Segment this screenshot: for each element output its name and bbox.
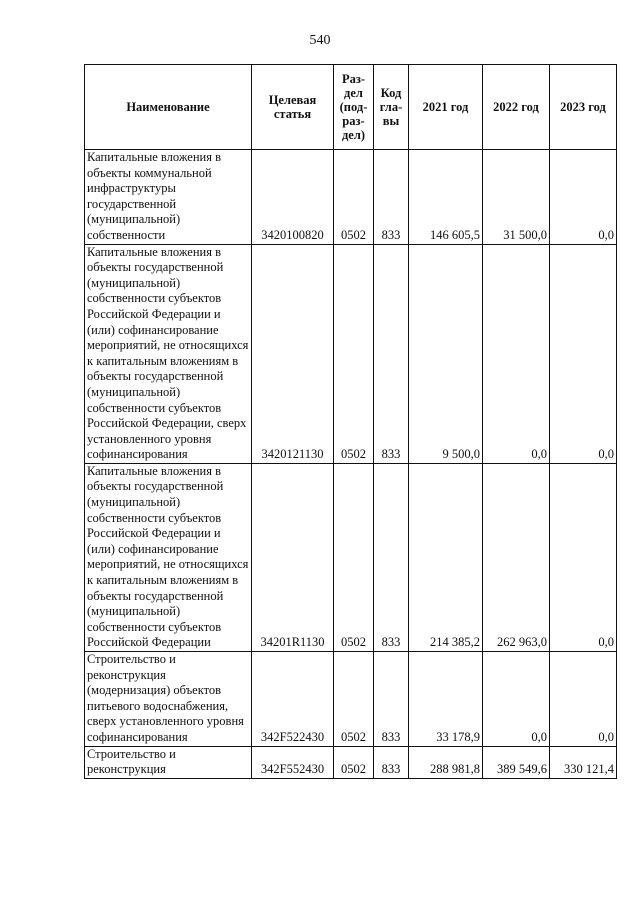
header-year-2022: 2022 год	[483, 65, 550, 150]
table-row	[85, 652, 617, 747]
row-chapter: 833	[374, 652, 409, 747]
row-chapter: 833	[374, 463, 409, 651]
row-section: 0502	[334, 746, 374, 778]
table-row	[85, 150, 617, 245]
page-number: 540	[309, 33, 331, 48]
row-amount-2022: 0,0	[483, 244, 550, 463]
row-amount-2023: 0,0	[550, 150, 617, 245]
row-chapter: 833	[374, 244, 409, 463]
row-amount-2022: 389 549,6	[483, 746, 550, 778]
row-name: Капитальные вложения в объекты государственной (муниципальной) собственности субъектов Российской Федерации и (или) софинансирование мероприятий, не относящихся к капитальным вложениям в объекты государственной (муниципальной) собственности субъектов Российской Федерации	[85, 463, 252, 651]
row-chapter: 833	[374, 746, 409, 778]
row-chapter: 833	[374, 150, 409, 245]
row-amount-2021: 146 605,5	[409, 150, 483, 245]
row-amount-2022: 0,0	[483, 652, 550, 747]
table-row	[85, 746, 617, 778]
header-section: Раз- дел (под- раз- дел)	[334, 65, 374, 150]
row-target-code: 342F552430	[252, 746, 334, 778]
row-target-code: 3420121130	[252, 244, 334, 463]
header-target-article: Целевая статья	[252, 65, 334, 150]
row-amount-2023: 0,0	[550, 244, 617, 463]
row-amount-2022: 31 500,0	[483, 150, 550, 245]
row-amount-2023: 0,0	[550, 463, 617, 651]
row-name: Строительство и реконструкция	[85, 746, 252, 778]
row-amount-2021: 214 385,2	[409, 463, 483, 651]
row-amount-2021: 288 981,8	[409, 746, 483, 778]
row-target-code: 3420100820	[252, 150, 334, 245]
row-target-code: 342F522430	[252, 652, 334, 747]
header-row	[85, 65, 617, 150]
row-section: 0502	[334, 652, 374, 747]
row-amount-2021: 9 500,0	[409, 244, 483, 463]
row-section: 0502	[334, 463, 374, 651]
row-name: Капитальные вложения в объекты государственной (муниципальной) собственности субъектов Российской Федерации и (или) софинансирование мероприятий, не относящихся к капитальным вложениям в объекты государственной (муниципальной) собственности субъектов Российской Федерации, сверх установленного уровня софинансирования	[85, 244, 252, 463]
row-target-code: 34201R1130	[252, 463, 334, 651]
row-section: 0502	[334, 244, 374, 463]
header-year-2023: 2023 год	[550, 65, 617, 150]
header-year-2021: 2021 год	[409, 65, 483, 150]
row-amount-2023: 330 121,4	[550, 746, 617, 778]
header-name: Наименование	[85, 65, 252, 150]
table-row	[85, 244, 617, 463]
header-chapter-code: Код гла- вы	[374, 65, 409, 150]
row-name: Строительство и реконструкция (модернизация) объектов питьевого водоснабжения, сверх установленного уровня софинансирования	[85, 652, 252, 747]
row-amount-2022: 262 963,0	[483, 463, 550, 651]
table-row	[85, 463, 617, 651]
row-amount-2023: 0,0	[550, 652, 617, 747]
row-section: 0502	[334, 150, 374, 245]
budget-table	[84, 64, 617, 779]
row-name: Капитальные вложения в объекты коммунальной инфраструктуры государственной (муниципальной) собственности	[85, 150, 252, 245]
row-amount-2021: 33 178,9	[409, 652, 483, 747]
